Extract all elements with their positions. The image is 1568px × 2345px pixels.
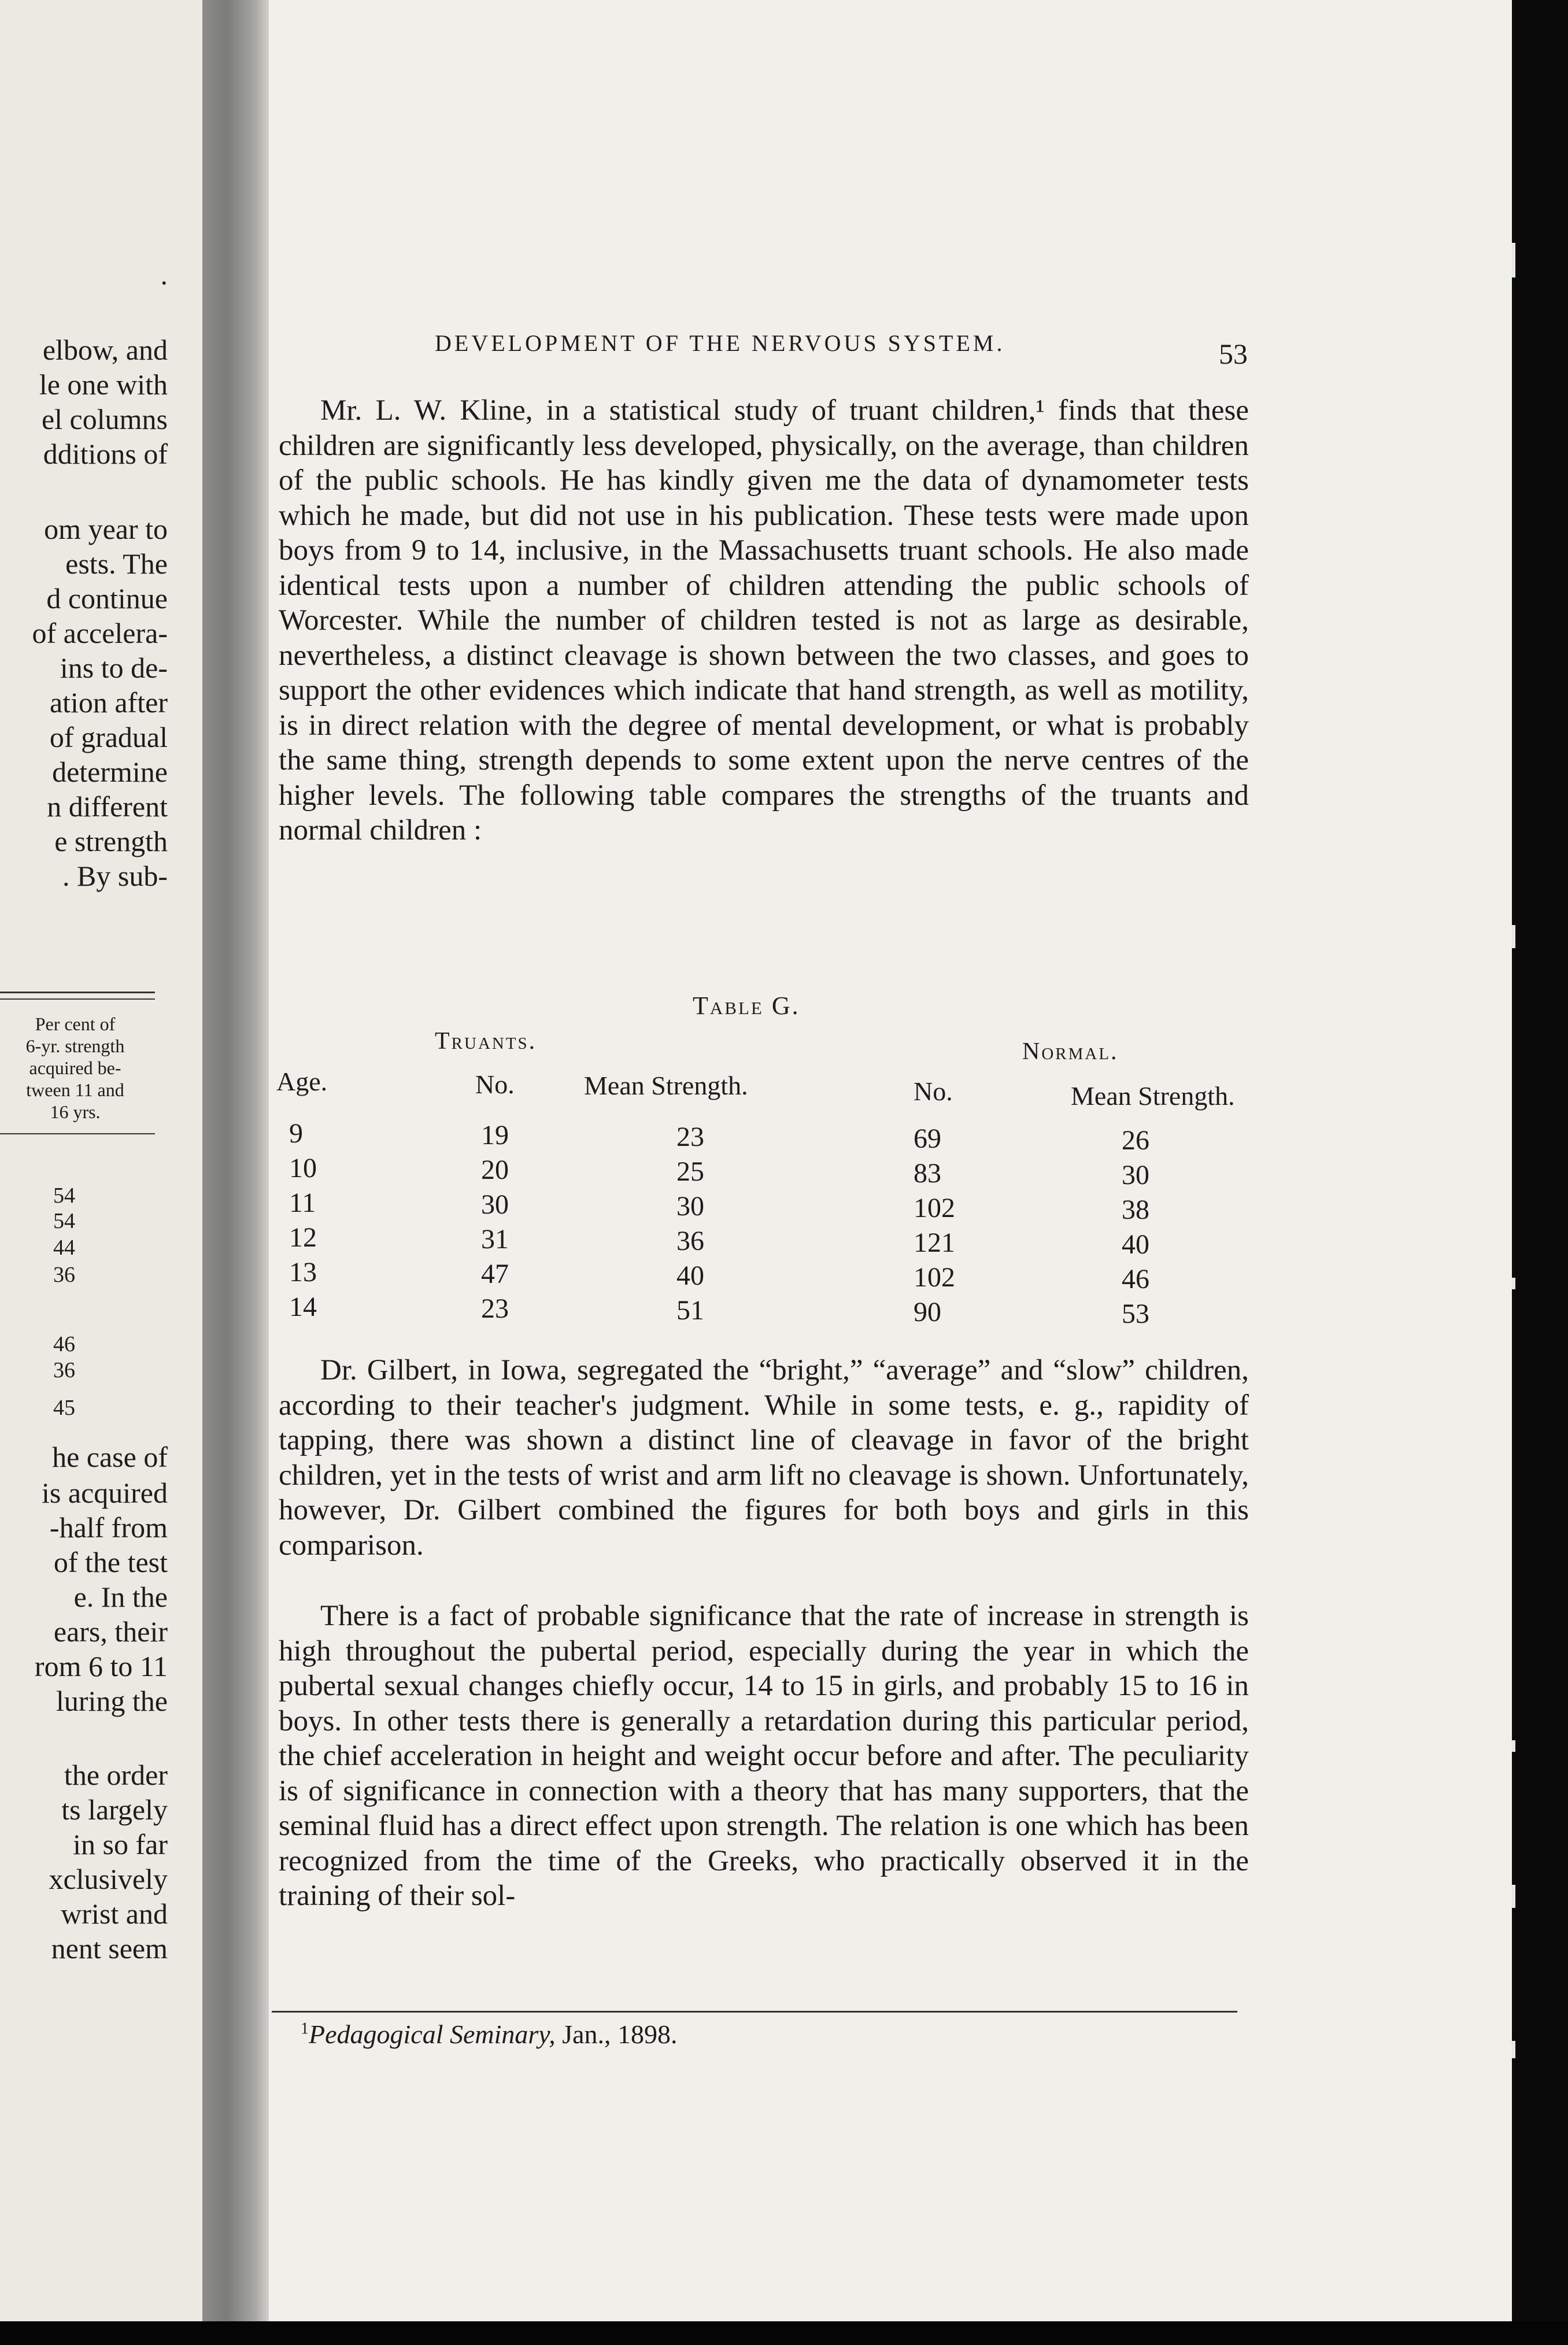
left-column-caption-line: tween 11 and [26, 1079, 124, 1100]
left-text-line: om year to [44, 513, 168, 545]
scan-right-border [1512, 0, 1568, 2345]
left-text-line: luring the [56, 1685, 168, 1717]
left-text-line: ts largely [61, 1793, 168, 1826]
scan-edge-mark [1512, 243, 1515, 278]
scan-edge-mark [1512, 925, 1515, 948]
left-column-value: 36 [53, 1263, 75, 1287]
table-cell: 30 [481, 1189, 509, 1220]
left-text-line: -half from [49, 1511, 168, 1544]
table-cell: 121 [914, 1227, 955, 1258]
scan-bottom-border [0, 2321, 1568, 2345]
left-text-line: d continue [46, 582, 168, 615]
table-header-normal-no: No. [914, 1077, 953, 1106]
table-cell: 90 [914, 1297, 941, 1327]
paragraph-gilbert-text: Dr. Gilbert, in Iowa, segregated the “bright,” “average” and “slow” children, according to their teacher's judgment. While in some tests, e. g., rapidity of tapping, there was shown a distinct line of cleavage in favor of the bright children, yet in the tests of wrist and arm lift no cleavage is shown. Unfortunately, however, Dr. Gilbert combined the figures for both boys and girls in this comparison. [279, 1354, 1249, 1562]
table-cell: 53 [1122, 1299, 1149, 1329]
scan-edge-mark [1512, 2041, 1515, 2058]
table-cell: 102 [914, 1193, 955, 1223]
left-text-line: elbow, and [42, 334, 168, 366]
left-text-line: of accelera- [32, 617, 168, 649]
left-column-value: 44 [53, 1236, 75, 1260]
table-cell: 30 [1122, 1160, 1149, 1190]
table-cell: 102 [914, 1262, 955, 1293]
left-table-rule [0, 992, 155, 993]
table-cell: 47 [481, 1259, 509, 1289]
table-cell: 9 [289, 1118, 303, 1149]
table-cell: 30 [676, 1191, 704, 1222]
table-cell: 46 [1122, 1264, 1149, 1294]
table-cell: 83 [914, 1158, 941, 1189]
left-column-value: 54 [53, 1209, 75, 1233]
left-text-line: ation after [49, 686, 168, 719]
table-title: Table G. [693, 992, 800, 1020]
footnote-marker: 1 [301, 2019, 309, 2038]
paragraph-gilbert [279, 1353, 1249, 1563]
left-column-caption-line: acquired be- [29, 1057, 121, 1078]
table-cell: 23 [676, 1122, 704, 1152]
left-text-line: xclusively [49, 1863, 168, 1895]
table-cell: 51 [676, 1295, 704, 1326]
footnote-date: Jan., 1898. [555, 2019, 678, 2049]
left-text-line: dditions of [43, 438, 168, 470]
footnote [301, 2019, 678, 2050]
table-header-age: Age. [276, 1067, 328, 1096]
book-gutter [202, 0, 272, 2321]
table-cell: 26 [1122, 1125, 1149, 1156]
left-table-rule [0, 1133, 155, 1134]
table-cell: 12 [289, 1222, 317, 1253]
left-table-rule [0, 998, 155, 1000]
table-header-normal-mean: Mean Strength. [1071, 1081, 1235, 1111]
left-text-line: wrist and [61, 1898, 168, 1930]
left-column-value: 36 [53, 1358, 75, 1382]
table-cell: 19 [481, 1120, 509, 1151]
left-column-value: 54 [53, 1183, 75, 1208]
left-text-line: in so far [73, 1828, 168, 1861]
left-text-line: e. In the [73, 1581, 168, 1613]
table-cell: 40 [676, 1260, 704, 1291]
table-cell: 40 [1122, 1229, 1149, 1260]
running-header: DEVELOPMENT OF THE NERVOUS SYSTEM. [435, 330, 1005, 356]
left-text-line: is acquired [42, 1477, 168, 1509]
table-group-normal: Normal. [1022, 1038, 1119, 1065]
left-text-line: e strength [54, 825, 168, 857]
table-cell: 20 [481, 1155, 509, 1185]
left-text-line: . [160, 258, 168, 291]
table-header-truants-mean: Mean Strength. [584, 1071, 748, 1100]
left-text-line: of the test [53, 1546, 168, 1578]
table-cell: 14 [289, 1292, 317, 1322]
page-number: 53 [1219, 338, 1248, 370]
table-cell: 31 [481, 1224, 509, 1255]
left-column-value: 46 [53, 1332, 75, 1356]
scan-edge-mark [1512, 1278, 1515, 1289]
left-column-caption-line: 16 yrs. [50, 1101, 101, 1122]
left-page-fragment [0, 0, 208, 2321]
left-text-line: he case of [52, 1441, 168, 1473]
scan-edge-mark [1512, 1740, 1515, 1752]
table-cell: 69 [914, 1123, 941, 1154]
left-text-line: ests. The [65, 548, 168, 580]
left-text-line: the order [64, 1759, 168, 1791]
left-text-line: . By sub- [62, 860, 168, 892]
paragraph-pubertal: There is a fact of probable significance that the rate of increase in strength is high throughout the pubertal period, especially during the year in which the pubertal sexual changes chiefly occur, 14 to 15 in girls, and probably 15 to 16 in boys. In other tests there is generally a retardation during this particular period, the chief acceleration in height and weight occur before and after. The peculiarity is of significance in connection with a theory that has many supporters, that the seminal fluid has a direct effect upon strength. The relation is one which has been recognized from the time of the Greeks, who practically observed it in the training of their sol- [279, 1600, 1249, 1912]
left-text-line: ears, their [53, 1615, 168, 1648]
table-group-truants: Truants. [435, 1028, 537, 1055]
scan-edge-mark [1512, 1885, 1515, 1908]
table-cell: 10 [289, 1153, 317, 1183]
left-text-line: determine [52, 756, 168, 788]
table-header-truants-no: No. [475, 1070, 515, 1099]
table-cell: 25 [676, 1156, 704, 1187]
left-text-line: le one with [39, 368, 168, 401]
left-text-line: of gradual [49, 721, 168, 753]
left-text-line: ins to de- [60, 652, 168, 684]
left-column-caption-line: 6-yr. strength [25, 1035, 125, 1056]
footnote-rule [272, 2011, 1237, 2013]
table-cell: 36 [676, 1226, 704, 1256]
table-cell: 13 [289, 1257, 317, 1288]
left-text-line: rom 6 to 11 [34, 1650, 168, 1682]
table-cell: 11 [289, 1188, 316, 1218]
paragraph-kline: Mr. L. W. Kline, in a statistical study of truant children,¹ finds that these children are significantly less developed, physically, on the average, than children of the public schools. He has kindly given me the data of dynamometer tests which he made, but did not use in his publication. These tests were made upon boys from 9 to 14, inclusive, in the Massachusetts truant schools. He also made identical tests upon a number of children attending the public schools of Worcester. While the number of children tested is not as large as desirable, nevertheless, a distinct cleavage is shown between the two classes, and goes to support the other evidences which indicate that hand strength, as well as motility, is in direct relation with the degree of mental development, or what is probably the same thing, strength depends to some extent upon the nerve centres of the higher levels. The following table compares the strengths of the truants and normal children : [279, 394, 1249, 846]
left-text-line: nent seem [51, 1932, 168, 1965]
left-text-line: el columns [41, 403, 168, 435]
left-column-value: 45 [53, 1396, 75, 1420]
left-text-line: n different [47, 790, 168, 823]
table-cell: 23 [481, 1293, 509, 1324]
left-column-caption-line: Per cent of [35, 1014, 116, 1034]
footnote-source: Pedagogical Seminary, [309, 2019, 556, 2049]
table-cell: 38 [1122, 1194, 1149, 1225]
